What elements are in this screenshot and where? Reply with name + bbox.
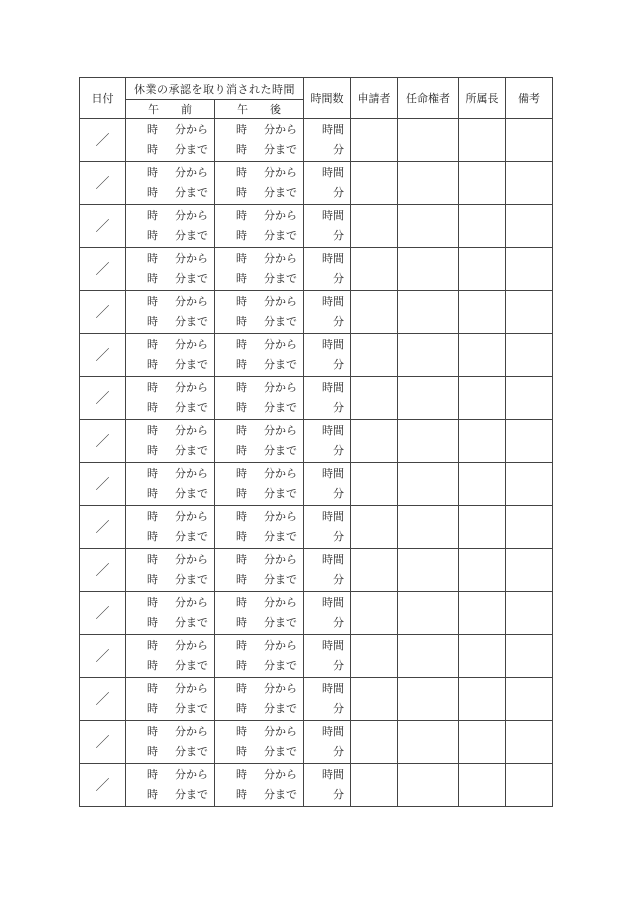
header-applicant: 申請者 <box>351 78 398 119</box>
appointer-seal-field[interactable] <box>398 764 459 807</box>
table-row <box>80 291 553 334</box>
date-field[interactable]: ／ <box>80 764 126 807</box>
pm-time-field[interactable]: 時 分から 時 分まで <box>215 291 304 334</box>
applicant-seal-field[interactable] <box>351 420 398 463</box>
remarks-field[interactable] <box>506 721 553 764</box>
office-head-seal-field[interactable] <box>459 635 506 678</box>
appointer-seal-field[interactable] <box>398 205 459 248</box>
date-field[interactable]: ／ <box>80 721 126 764</box>
hours-field[interactable]: 時間 分 <box>304 635 351 678</box>
pm-time-field[interactable]: 時 分から 時 分まで <box>215 377 304 420</box>
office-head-seal-field[interactable] <box>459 721 506 764</box>
hours-field[interactable]: 時間 分 <box>304 549 351 592</box>
appointer-seal-field[interactable] <box>398 334 459 377</box>
hours-field[interactable]: 時間 分 <box>304 205 351 248</box>
hours-field[interactable]: 時間 分 <box>304 506 351 549</box>
date-field[interactable]: ／ <box>80 592 126 635</box>
table-row <box>80 506 553 549</box>
date-field[interactable]: ／ <box>80 377 126 420</box>
hours-field[interactable]: 時間 分 <box>304 678 351 721</box>
hours-field[interactable]: 時間 分 <box>304 162 351 205</box>
hours-field[interactable]: 時間 分 <box>304 248 351 291</box>
am-time-field[interactable]: 時 分から 時 分まで <box>126 119 215 162</box>
applicant-seal-field[interactable] <box>351 334 398 377</box>
office-head-seal-field[interactable] <box>459 549 506 592</box>
remarks-field[interactable] <box>506 248 553 291</box>
appointer-seal-field[interactable] <box>398 592 459 635</box>
hours-field[interactable]: 時間 分 <box>304 377 351 420</box>
pm-time-field[interactable]: 時 分から 時 分まで <box>215 635 304 678</box>
am-time-field[interactable]: 時 分から 時 分まで <box>126 162 215 205</box>
am-time-field[interactable]: 時 分から 時 分まで <box>126 291 215 334</box>
applicant-seal-field[interactable] <box>351 463 398 506</box>
appointer-seal-field[interactable] <box>398 377 459 420</box>
office-head-seal-field[interactable] <box>459 678 506 721</box>
date-field[interactable]: ／ <box>80 506 126 549</box>
applicant-seal-field[interactable] <box>351 205 398 248</box>
table-row <box>80 764 553 807</box>
date-field[interactable]: ／ <box>80 463 126 506</box>
pm-time-field[interactable]: 時 分から 時 分まで <box>215 592 304 635</box>
date-field[interactable]: ／ <box>80 334 126 377</box>
date-field[interactable]: ／ <box>80 291 126 334</box>
date-field[interactable]: ／ <box>80 678 126 721</box>
pm-time-field[interactable]: 時 分から 時 分まで <box>215 678 304 721</box>
remarks-field[interactable] <box>506 291 553 334</box>
pm-time-field[interactable]: 時 分から 時 分まで <box>215 205 304 248</box>
hours-field[interactable]: 時間 分 <box>304 334 351 377</box>
office-head-seal-field[interactable] <box>459 592 506 635</box>
table-row <box>80 377 553 420</box>
applicant-seal-field[interactable] <box>351 549 398 592</box>
table-row <box>80 205 553 248</box>
date-field[interactable]: ／ <box>80 549 126 592</box>
header-row-1 <box>80 78 553 100</box>
table-row <box>80 334 553 377</box>
applicant-seal-field[interactable] <box>351 162 398 205</box>
header-remarks: 備考 <box>506 78 553 119</box>
office-head-seal-field[interactable] <box>459 291 506 334</box>
appointer-seal-field[interactable] <box>398 506 459 549</box>
applicant-seal-field[interactable] <box>351 592 398 635</box>
date-field[interactable]: ／ <box>80 635 126 678</box>
appointer-seal-field[interactable] <box>398 119 459 162</box>
am-time-field[interactable]: 時 分から 時 分まで <box>126 635 215 678</box>
office-head-seal-field[interactable] <box>459 764 506 807</box>
remarks-field[interactable] <box>506 162 553 205</box>
am-time-field[interactable]: 時 分から 時 分まで <box>126 420 215 463</box>
applicant-seal-field[interactable] <box>351 506 398 549</box>
pm-time-field[interactable]: 時 分から 時 分まで <box>215 248 304 291</box>
applicant-seal-field[interactable] <box>351 635 398 678</box>
header-pm: 午 後 <box>215 100 304 119</box>
pm-time-field[interactable]: 時 分から 時 分まで <box>215 420 304 463</box>
remarks-field[interactable] <box>506 334 553 377</box>
appointer-seal-field[interactable] <box>398 463 459 506</box>
remarks-field[interactable] <box>506 377 553 420</box>
hours-field[interactable]: 時間 分 <box>304 592 351 635</box>
table-row <box>80 549 553 592</box>
office-head-seal-field[interactable] <box>459 119 506 162</box>
am-time-field[interactable]: 時 分から 時 分まで <box>126 549 215 592</box>
remarks-field[interactable] <box>506 764 553 807</box>
office-head-seal-field[interactable] <box>459 334 506 377</box>
table-row <box>80 248 553 291</box>
hours-field[interactable]: 時間 分 <box>304 764 351 807</box>
appointer-seal-field[interactable] <box>398 635 459 678</box>
office-head-seal-field[interactable] <box>459 205 506 248</box>
appointer-seal-field[interactable] <box>398 291 459 334</box>
am-time-field[interactable]: 時 分から 時 分まで <box>126 592 215 635</box>
remarks-field[interactable] <box>506 119 553 162</box>
header-appointer: 任命権者 <box>398 78 459 119</box>
header-cancelled-time: 休業の承認を取り消された時間 <box>126 78 304 100</box>
table-row <box>80 119 553 162</box>
date-field[interactable]: ／ <box>80 420 126 463</box>
pm-time-field[interactable]: 時 分から 時 分まで <box>215 463 304 506</box>
remarks-field[interactable] <box>506 549 553 592</box>
table-row <box>80 678 553 721</box>
hours-field[interactable]: 時間 分 <box>304 463 351 506</box>
hours-field[interactable]: 時間 分 <box>304 119 351 162</box>
office-head-seal-field[interactable] <box>459 463 506 506</box>
header-date: 日付 <box>80 78 126 119</box>
applicant-seal-field[interactable] <box>351 678 398 721</box>
pm-time-field[interactable]: 時 分から 時 分まで <box>215 162 304 205</box>
remarks-field[interactable] <box>506 592 553 635</box>
office-head-seal-field[interactable] <box>459 248 506 291</box>
applicant-seal-field[interactable] <box>351 764 398 807</box>
am-time-field[interactable]: 時 分から 時 分まで <box>126 506 215 549</box>
header-am: 午 前 <box>126 100 215 119</box>
appointer-seal-field[interactable] <box>398 721 459 764</box>
pm-time-field[interactable]: 時 分から 時 分まで <box>215 549 304 592</box>
header-hours: 時間数 <box>304 78 351 119</box>
office-head-seal-field[interactable] <box>459 420 506 463</box>
table-row <box>80 592 553 635</box>
remarks-field[interactable] <box>506 420 553 463</box>
pm-time-field[interactable]: 時 分から 時 分まで <box>215 506 304 549</box>
remarks-field[interactable] <box>506 678 553 721</box>
office-head-seal-field[interactable] <box>459 377 506 420</box>
am-time-field[interactable]: 時 分から 時 分まで <box>126 205 215 248</box>
table-row <box>80 162 553 205</box>
applicant-seal-field[interactable] <box>351 377 398 420</box>
pm-time-field[interactable]: 時 分から 時 分まで <box>215 764 304 807</box>
remarks-field[interactable] <box>506 635 553 678</box>
remarks-field[interactable] <box>506 463 553 506</box>
pm-time-field[interactable]: 時 分から 時 分まで <box>215 119 304 162</box>
am-time-field[interactable]: 時 分から 時 分まで <box>126 678 215 721</box>
am-time-field[interactable]: 時 分から 時 分まで <box>126 248 215 291</box>
appointer-seal-field[interactable] <box>398 248 459 291</box>
table-row <box>80 635 553 678</box>
applicant-seal-field[interactable] <box>351 119 398 162</box>
appointer-seal-field[interactable] <box>398 549 459 592</box>
appointer-seal-field[interactable] <box>398 678 459 721</box>
am-time-field[interactable]: 時 分から 時 分まで <box>126 721 215 764</box>
am-time-field[interactable]: 時 分から 時 分まで <box>126 377 215 420</box>
remarks-field[interactable] <box>506 205 553 248</box>
appointer-seal-field[interactable] <box>398 420 459 463</box>
table-row <box>80 721 553 764</box>
hours-field[interactable]: 時間 分 <box>304 291 351 334</box>
office-head-seal-field[interactable] <box>459 162 506 205</box>
table-row <box>80 463 553 506</box>
appointer-seal-field[interactable] <box>398 162 459 205</box>
date-field[interactable]: ／ <box>80 162 126 205</box>
date-field[interactable]: ／ <box>80 248 126 291</box>
remarks-field[interactable] <box>506 506 553 549</box>
date-field[interactable]: ／ <box>80 205 126 248</box>
table-row <box>80 420 553 463</box>
am-time-field[interactable]: 時 分から 時 分まで <box>126 334 215 377</box>
pm-time-field[interactable]: 時 分から 時 分まで <box>215 721 304 764</box>
am-time-field[interactable]: 時 分から 時 分まで <box>126 764 215 807</box>
hours-field[interactable]: 時間 分 <box>304 721 351 764</box>
pm-time-field[interactable]: 時 分から 時 分まで <box>215 334 304 377</box>
applicant-seal-field[interactable] <box>351 721 398 764</box>
applicant-seal-field[interactable] <box>351 291 398 334</box>
office-head-seal-field[interactable] <box>459 506 506 549</box>
date-field[interactable]: ／ <box>80 119 126 162</box>
am-time-field[interactable]: 時 分から 時 分まで <box>126 463 215 506</box>
applicant-seal-field[interactable] <box>351 248 398 291</box>
header-office-head: 所属長 <box>459 78 506 119</box>
hours-field[interactable]: 時間 分 <box>304 420 351 463</box>
leave-cancellation-table <box>79 77 553 807</box>
